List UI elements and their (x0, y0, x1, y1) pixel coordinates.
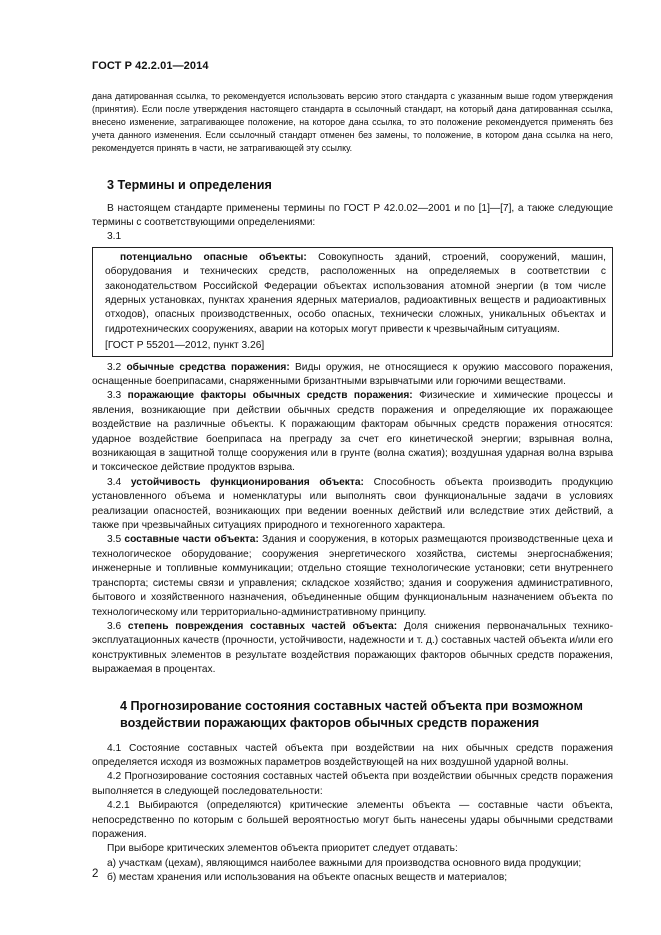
term-3-4-term: устойчивость функционирования объекта: (130, 476, 364, 488)
term-3-2-text: Виды оружия, не относящиеся к оружию массового поражения, оснащенные боеприпасами, снаряженными бризантными взрывчатыми или горючими веществами. (92, 361, 613, 387)
term-3-6-term: степень повреждения составных частей объекта: (127, 620, 398, 632)
term-3-2-number: 3.2 (107, 361, 127, 373)
term-3-1-text: Совокупность зданий, строений, сооружений, машин, оборудования и технических средств, расположенных на определяемых в соответствии с законодательством Российской Федерации объектах использования атомной энергии (в том числе ядерных установках, пунктах хранения ядерных материалов, радиоактивных веществ и радиоактивных отходов), опасных производственных, особо опасных, технически сложных, уникальных объектах и гидротехнических сооружениях, аварии на которых могут привести к чрезвычайным ситуациям. (105, 251, 606, 335)
term-3-1-reference: [ГОСТ Р 55201—2012, пункт 3.26] (105, 340, 265, 352)
section-4-title: 4 Прогнозирование состояния составных частей объекта при возможном воздействии поражающих факторов обычных средств поражения (120, 698, 583, 730)
term-3-1-number: 3.1 (107, 231, 122, 243)
list-item-a: а) участкам (цехам), являющимся наиболее важными для производства основного вида продукции; (107, 857, 582, 869)
running-header: ГОСТ Р 42.2.01—2014 (92, 60, 209, 72)
section-3-intro: В настоящем стандарте применены термины по ГОСТ Р 42.0.02—2001 и по [1]—[7], а также следующие термины с соответствующими определениями: (92, 202, 613, 228)
term-3-3 (92, 389, 613, 475)
list-item-b: б) местам хранения или использования на объекте опасных веществ и материалов; (107, 872, 508, 884)
term-3-1-box (92, 247, 613, 357)
section-3-title: 3 Термины и определения (107, 177, 272, 192)
intro-block (92, 90, 613, 155)
term-3-6-text: Доля снижения первоначальных технико-эксплуатационных качеств (прочности, устойчивости, надежности и т. д.) составных частей объекта и/или его конструктивных элементов в результате воздействия поражающих факторов обычных средств поражения, выражаемая в процентах. (92, 620, 613, 676)
priority-paragraph: При выборе критических элементов объекта приоритет следует отдавать: (107, 843, 458, 855)
paragraph-4-1: 4.1 Состояние составных частей объекта при воздействии на них обычных средств поражения определяется исходя из возможных параметров воздействующей на них воздушной ударной волны. (92, 742, 613, 768)
term-3-4 (92, 476, 613, 534)
page-number: 2 (92, 868, 99, 880)
term-3-1-term: потенциально опасные объекты: (120, 251, 307, 263)
term-3-4-number: 3.4 (107, 476, 131, 488)
term-3-5-number: 3.5 (107, 534, 125, 546)
term-3-4-text: Способность объекта производить продукцию установленного объема и номенклатуры или выполнять свои функциональные задачи в условиях реализации опасностей, возникающих при ведении военных действий или вследствие этих действий, а также при чрезвычайных ситуациях природного и техногенного характера. (92, 476, 613, 532)
term-3-6 (92, 620, 613, 678)
term-3-5-term: составные части объекта: (124, 534, 259, 546)
page-content (92, 90, 613, 886)
term-3-5 (92, 533, 613, 619)
term-3-3-text: Физические и химические процессы и явления, возникающие при действии обычных средств поражения и определяющие их поражающее воздействие на различные объекты. К поражающим факторам обычных средств поражения относятся: ударное воздействие боеприпаса на преграду за счет его кинетической энергии; взрывная волна, возникающая в защитной толще сооружения или в грунте (волна сжатия); воздушная ударная волна взрыва и токсическое действие продуктов взрыва. (92, 390, 613, 474)
term-3-6-number: 3.6 (107, 620, 128, 632)
paragraph-4-2: 4.2 Прогнозирование состояния составных частей объекта при воздействии обычных средств поражения выполняется в следующей последовательности: (92, 771, 613, 797)
term-3-2 (92, 361, 613, 390)
paragraph-4-2-1: 4.2.1 Выбираются (определяются) критические элементы объекта — составные части объекта, непосредственно по которым с большей вероятностью могут быть нанесены удары обычными средствами поражения. (92, 800, 613, 840)
term-3-3-term: поражающие факторы обычных средств поражения: (127, 390, 413, 402)
term-3-2-term: обычные средства поражения: (126, 361, 290, 373)
intro-paragraph: дана датированная ссылка, то рекомендуется использовать версию этого стандарта с указанным выше годом утверждения (принятия). Если после утверждения настоящего стандарта в ссылочный стандарт, на который дана датированная ссылка, внесено изменение, затрагивающее положение, на которое дана ссылка, то это положение рекомендуется применять без учета данного изменения. Если ссылочный стандарт отменен без замены, то положение, в котором дана ссылка на него, рекомендуется принять в части, не затрагивающей эту ссылку. (92, 91, 613, 153)
term-3-5-text: Здания и сооружения, в которых размещаются производственные цеха и технологическое оборудование; сооружения энергетического хозяйства, системы энергоснабжения; инженерные и топливные коммуникации; отдельно стоящие технологические установки; сети внутреннего транспорта; системы связи и управления; складское хозяйство; здания и сооружения административного, бытового и хозяйственного назначения, объединенные общим функциональным назначением объекта по технологическому или территориально-административному принципу. (92, 534, 613, 618)
term-3-3-number: 3.3 (107, 390, 128, 402)
term-3-1-definition (105, 251, 606, 337)
